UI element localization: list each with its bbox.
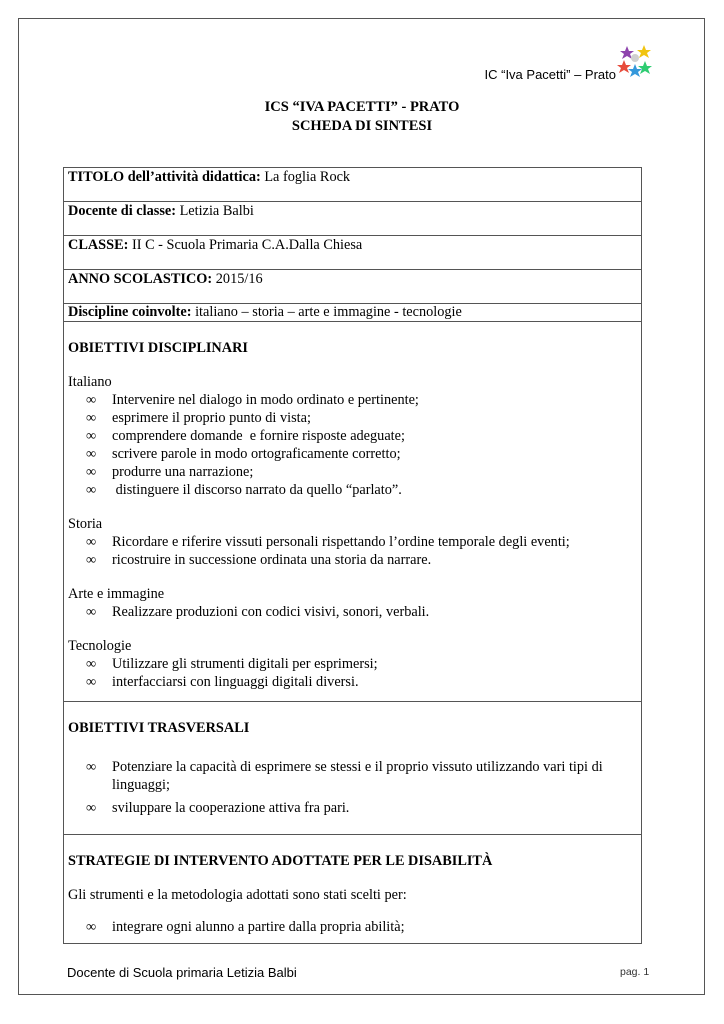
header-school-name: IC “Iva Pacetti” – Prato <box>484 67 616 82</box>
strategie-list <box>68 918 637 936</box>
group-arte-list <box>68 603 637 621</box>
infinity-bullet-icon: ∞ <box>86 464 97 480</box>
footer-page-number: pag. 1 <box>620 966 650 978</box>
summary-table <box>63 167 642 944</box>
row-anno <box>64 270 641 304</box>
list-item: ∞ sviluppare la cooperazione attiva fra pari. <box>86 800 350 816</box>
group-storia-list <box>68 533 637 569</box>
list-item: ∞ Potenziare la capacità di esprimere se stessi e il proprio vissuto utilizzando vari tipi di linguaggi; <box>86 759 603 793</box>
row-obiettivi-trasversali <box>64 702 641 835</box>
titolo-label: TITOLO dell’attività didattica: <box>68 169 261 185</box>
discipline-label: Discipline coinvolte: <box>68 304 192 320</box>
infinity-bullet-icon: ∞ <box>86 428 97 444</box>
row-titolo <box>64 168 641 202</box>
titolo-value: La foglia Rock <box>264 169 351 185</box>
classe-label: CLASSE: <box>68 237 129 253</box>
docente-label: Docente di classe: <box>68 203 176 219</box>
infinity-bullet-icon: ∞ <box>86 800 97 816</box>
infinity-bullet-icon: ∞ <box>86 604 97 620</box>
group-arte-name: Arte e immagine <box>68 586 165 602</box>
infinity-bullet-icon: ∞ <box>86 674 97 690</box>
infinity-bullet-icon: ∞ <box>86 552 97 568</box>
list-item: ∞ produrre una narrazione; <box>86 464 254 480</box>
document-subtitle: SCHEDA DI SINTESI <box>291 118 433 134</box>
group-italiano-list <box>68 391 637 499</box>
list-item: ∞ Utilizzare gli strumenti digitali per esprimersi; <box>86 656 378 672</box>
group-tecnologie-name: Tecnologie <box>68 638 132 654</box>
list-item: ∞ ricostruire in successione ordinata una storia da narrare. <box>86 552 432 568</box>
infinity-bullet-icon: ∞ <box>86 656 97 672</box>
anno-value: 2015/16 <box>215 271 263 287</box>
strategie-intro: Gli strumenti e la metodologia adottati sono stati scelti per: <box>68 887 407 903</box>
row-strategie <box>64 835 641 943</box>
row-docente <box>64 202 641 236</box>
infinity-bullet-icon: ∞ <box>86 534 97 550</box>
obiettivi-trasversali-heading: OBIETTIVI TRASVERSALI <box>68 720 250 736</box>
infinity-bullet-icon: ∞ <box>86 482 97 498</box>
infinity-bullet-icon: ∞ <box>86 410 97 426</box>
list-item: ∞ integrare ogni alunno a partire dalla propria abilità; <box>86 919 405 935</box>
row-classe <box>64 236 641 270</box>
infinity-bullet-icon: ∞ <box>86 919 97 935</box>
school-logo-icon <box>617 44 653 78</box>
row-discipline <box>64 304 641 322</box>
list-item: ∞ Realizzare produzioni con codici visivi, sonori, verbali. <box>86 604 430 620</box>
classe-value: II C - Scuola Primaria C.A.Dalla Chiesa <box>131 237 363 253</box>
docente-value: Letizia Balbi <box>179 203 254 219</box>
group-tecnologie-list <box>68 655 637 691</box>
infinity-bullet-icon: ∞ <box>86 392 97 408</box>
list-item: ∞ Intervenire nel dialogo in modo ordinato e pertinente; <box>86 392 419 408</box>
list-item: ∞ esprimere il proprio punto di vista; <box>86 410 311 426</box>
infinity-bullet-icon: ∞ <box>86 446 97 462</box>
infinity-bullet-icon: ∞ <box>86 759 97 775</box>
list-item: ∞ interfacciarsi con linguaggi digitali diversi. <box>86 674 359 690</box>
strategie-heading: STRATEGIE DI INTERVENTO ADOTTATE PER LE DISABILITÀ <box>68 853 493 869</box>
list-item: ∞ distinguere il discorso narrato da quello “parlato”. <box>86 482 402 498</box>
anno-label: ANNO SCOLASTICO: <box>68 271 213 287</box>
trasversali-list <box>68 758 637 817</box>
list-item: ∞ comprendere domande e fornire risposte adeguate; <box>86 428 405 444</box>
group-italiano-name: Italiano <box>68 374 112 390</box>
footer-teacher: Docente di Scuola primaria Letizia Balbi <box>67 965 297 980</box>
group-storia-name: Storia <box>68 516 103 532</box>
discipline-value: italiano – storia – arte e immagine - tecnologie <box>195 304 462 320</box>
document-title: ICS “IVA PACETTI” - PRATO <box>264 99 460 115</box>
list-item: ∞ Ricordare e riferire vissuti personali rispettando l’ordine temporale degli eventi; <box>86 534 570 550</box>
obiettivi-disciplinari-heading: OBIETTIVI DISCIPLINARI <box>68 340 248 356</box>
row-obiettivi-disciplinari <box>64 322 641 702</box>
list-item: ∞ scrivere parole in modo ortograficamente corretto; <box>86 446 401 462</box>
